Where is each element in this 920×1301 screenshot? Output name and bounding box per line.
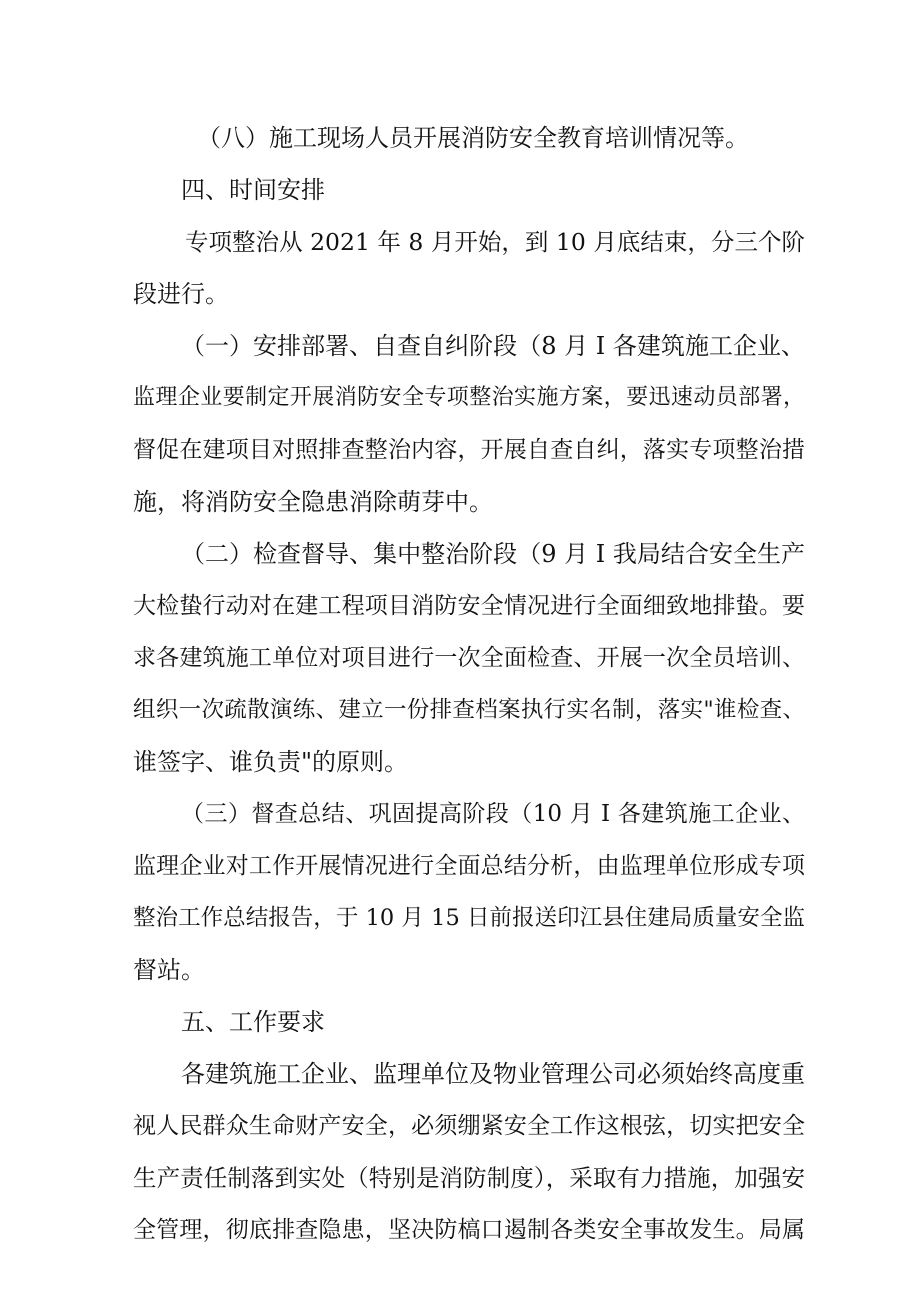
text-line-3: 专项整治从 2021 年 8 月开始，到 10 月底结束，分三个阶: [185, 228, 805, 256]
text-line-9: （二）检查督导、集中整治阶段（9 月 I 我局结合安全生产: [181, 540, 805, 568]
text-line-21: 生产责任制落到实处（特别是消防制度），采取有力措施，加强安: [133, 1164, 805, 1192]
text-line-8: 施，将消防安全隐患消除萌芽中。: [133, 488, 493, 516]
document-body: [133, 112, 805, 1256]
text-line-16: 整治工作总结报告，于 10 月 15 日前报送印江县住建局质量安全监: [133, 905, 805, 931]
text-line-7: 督促在建项目对照排查整治内容，开展自查自纠，落实专项整治措: [133, 437, 805, 463]
text-line-6: 监理企业要制定开展消防安全专项整治实施方案，要迅速动员部署，: [133, 385, 805, 410]
text-line-5: （一）安排部署、自查自纠阶段（8 月 I 各建筑施工企业、: [181, 332, 805, 360]
text-line-1: （八）施工现场人员开展消防安全教育培训情况等。: [197, 124, 749, 152]
text-line-10: 大检蛰行动对在建工程项目消防安全情况进行全面细致地排蛰。要: [133, 593, 805, 619]
text-line-13: 谁签字、谁负责"的原则。: [133, 748, 409, 776]
text-line-4: 段进行。: [133, 280, 229, 308]
text-line-17: 督站。: [133, 956, 205, 984]
text-line-22: 全管理，彻底排查隐患，坚决防槁口遏制各类安全事故发生。局属: [133, 1217, 805, 1243]
text-line-19: 各建筑施工企业、监理单位及物业管理公司必须始终高度重: [181, 1060, 805, 1088]
text-line-20: 视人民群众生命财产安全，必须绷紧安全工作这根弦，切实把安全: [133, 1113, 805, 1139]
text-line-2: 四、时间安排: [181, 176, 325, 204]
text-line-11: 求各建筑施工单位对项目进行一次全面检查、开展一次全员培训、: [133, 645, 805, 671]
text-line-12: 组织一次疏散演练、建立一份排查档案执行实名制，落实"谁检查、: [133, 697, 805, 723]
text-line-18: 五、工作要求: [181, 1008, 325, 1036]
text-line-14: （三）督查总结、巩固提高阶段（10 月 I 各建筑施工企业、: [181, 801, 805, 827]
text-line-15: 监理企业对工作开展情况进行全面总结分析，由监理单位形成专项: [133, 853, 805, 879]
